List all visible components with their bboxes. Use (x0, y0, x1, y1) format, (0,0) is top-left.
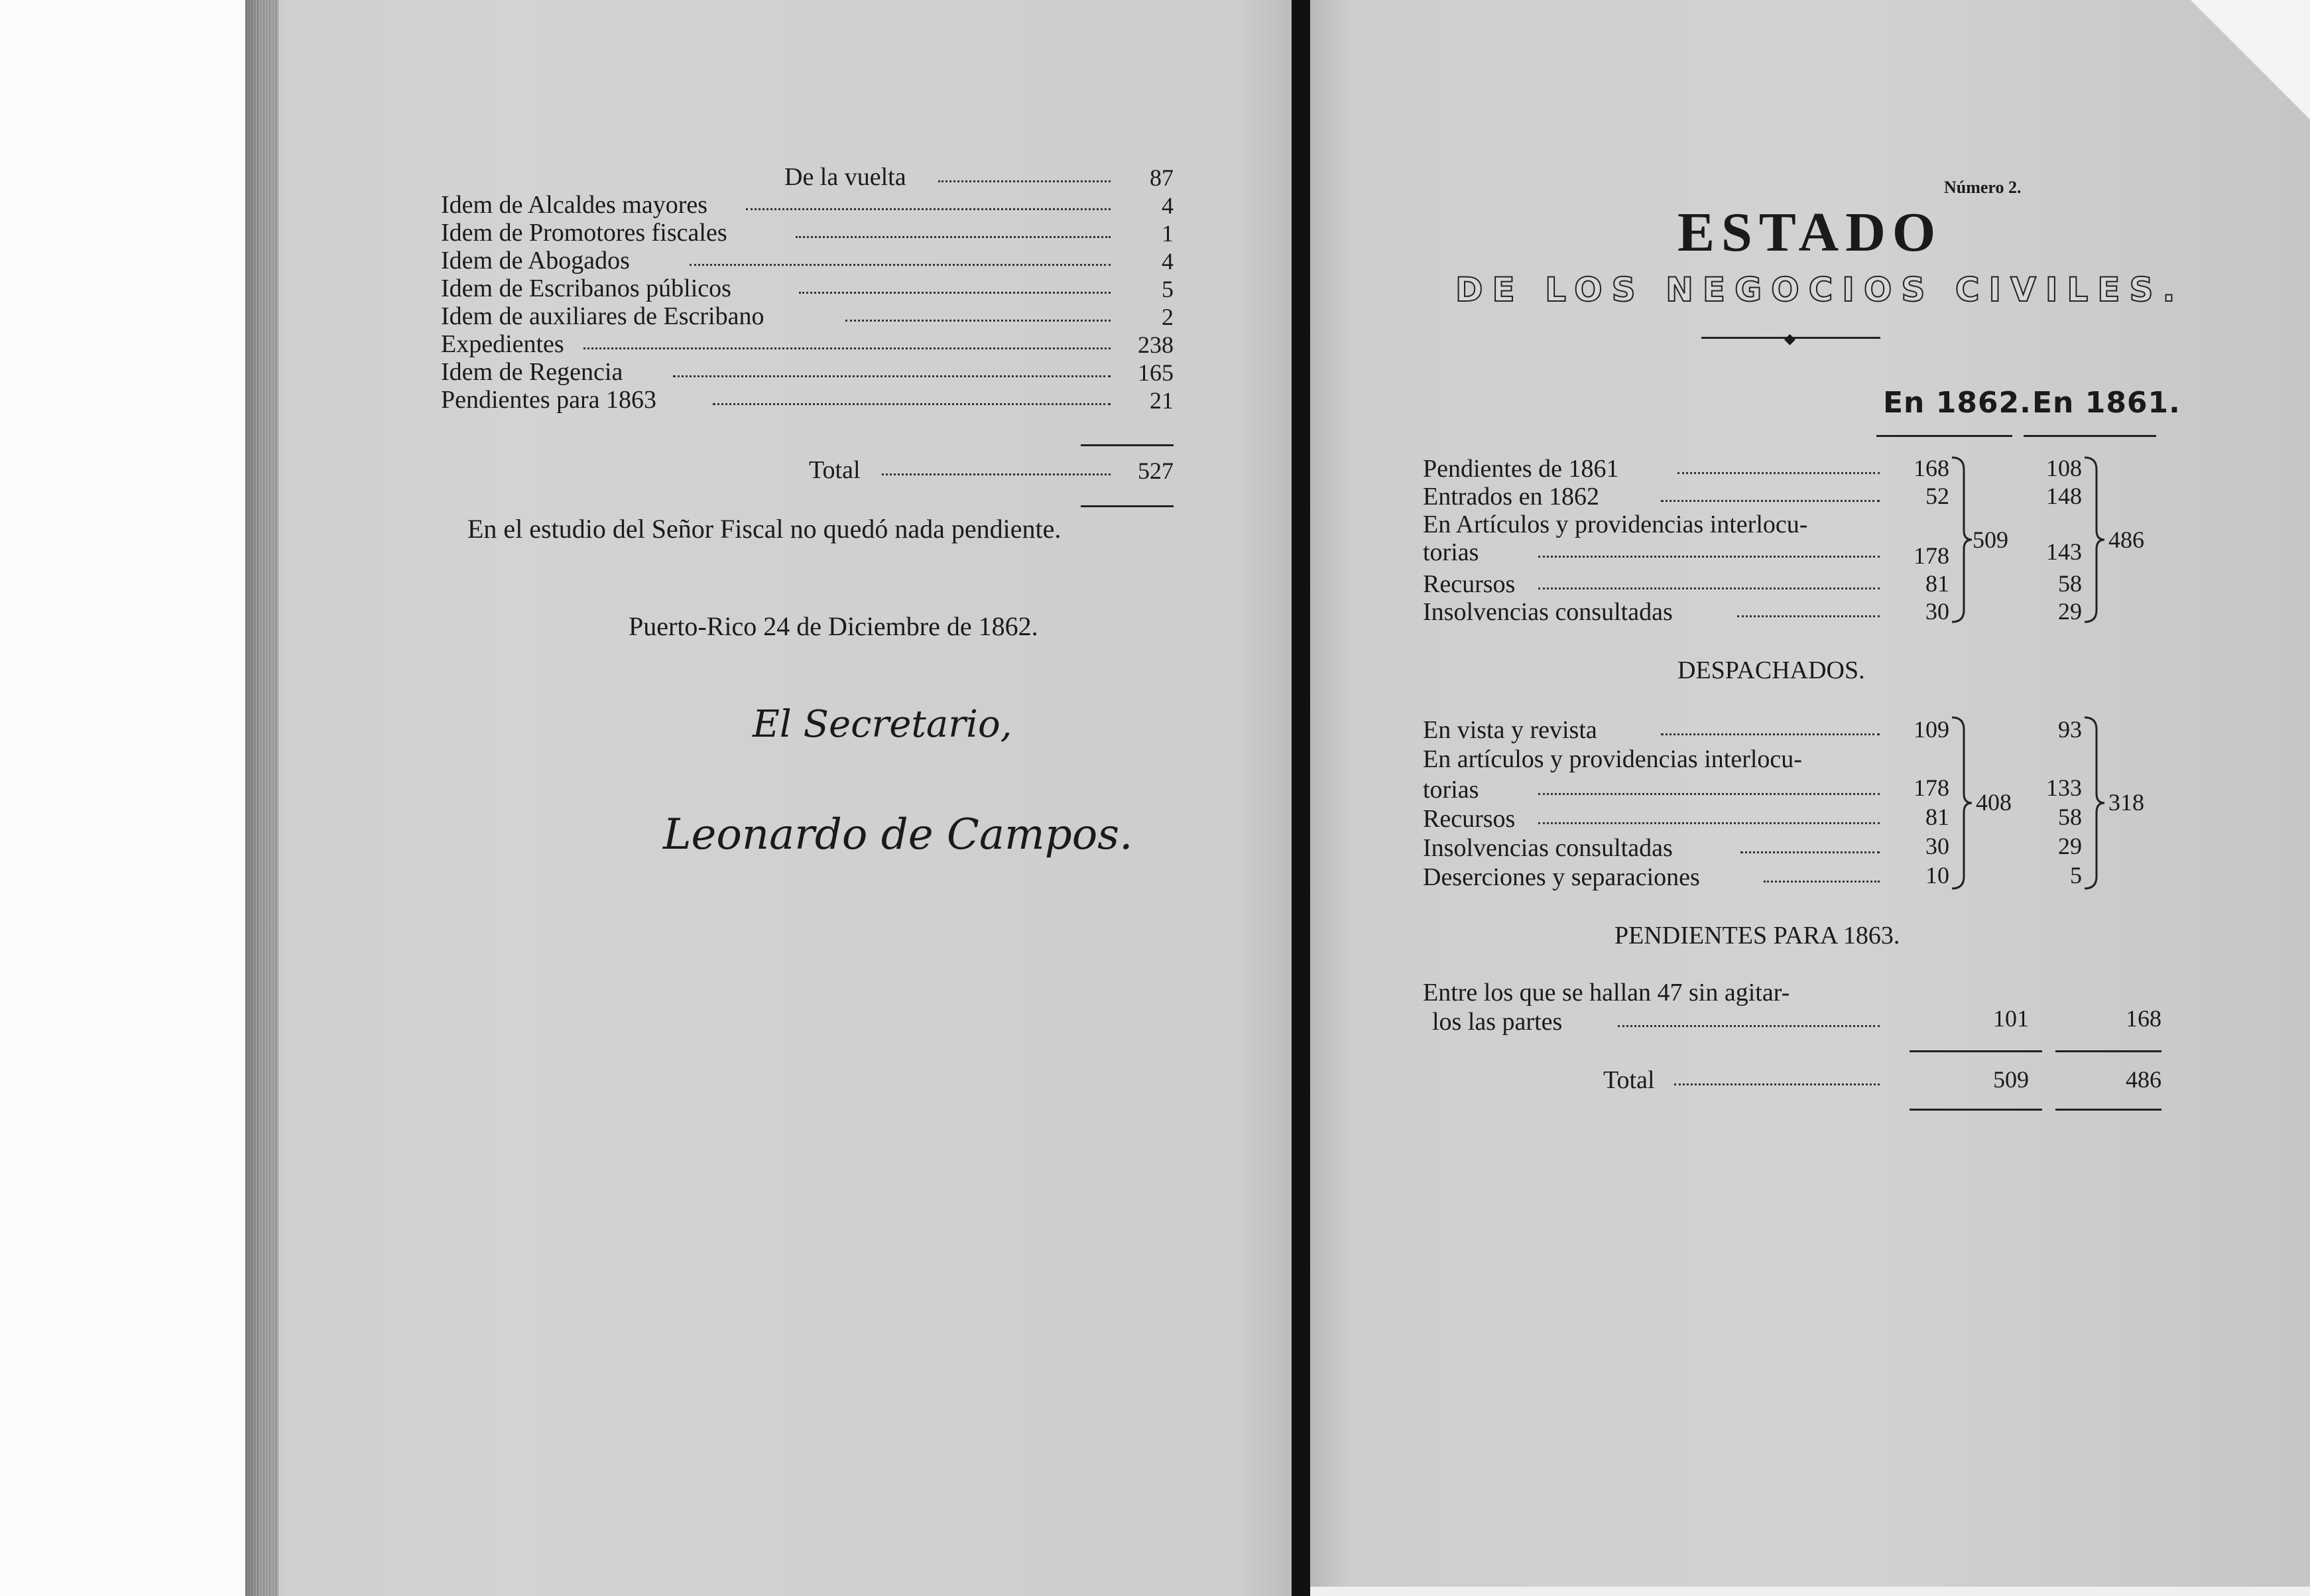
row-label: Deserciones y separaciones (1423, 863, 1700, 891)
value-1861: 29 (2058, 598, 2082, 625)
value-1862: 178 (1914, 542, 1949, 569)
total-rule (2055, 1109, 2161, 1111)
column-header-1862: En 1862. (1883, 386, 2032, 420)
leader-dots (1538, 793, 1880, 795)
leader-dots (796, 236, 1111, 238)
row-value: 165 (1138, 359, 1174, 386)
estado-subtitle: DE LOS NEGOCIOS CIVILES. (1455, 271, 2185, 309)
value-1862: 168 (1914, 455, 1949, 481)
value-1861: 58 (2058, 804, 2082, 830)
total-label: Total (809, 456, 861, 484)
row-value: 4 (1162, 248, 1174, 275)
right-brace-icon (1949, 456, 1976, 623)
column-header-1861: En 1861. (2032, 386, 2181, 420)
total-value: 527 (1138, 458, 1174, 484)
leader-dots (1677, 472, 1880, 474)
pend-line1: Entre los que se hallan 47 sin agitar- (1423, 979, 1790, 1007)
row-label: Idem de Promotores fiscales (441, 219, 727, 247)
row-value: 238 (1138, 332, 1174, 358)
leader-dots (1674, 1083, 1880, 1085)
sum-rule (1081, 505, 1174, 507)
row-label-cont: torias (1423, 776, 1479, 804)
total-rule (1910, 1109, 2042, 1111)
leader-dots (1737, 615, 1880, 617)
row-value: 4 (1162, 192, 1174, 219)
value-1861: 29 (2058, 833, 2082, 859)
sum-1862: 408 (1976, 789, 2012, 816)
value-1861: 108 (2046, 455, 2082, 481)
leader-dots (938, 180, 1111, 182)
value-1862: 10 (1925, 862, 1949, 889)
leader-dots (690, 264, 1111, 266)
leader-dots (1764, 881, 1880, 883)
row-label: Expedientes (441, 330, 564, 358)
row-label: Pendientes de 1861 (1423, 455, 1619, 483)
row-label-cont: torias (1423, 538, 1479, 566)
document-number: Número 2. (1944, 178, 2022, 197)
page-bottom (1310, 1587, 2310, 1596)
row-value: 5 (1162, 276, 1174, 302)
total-1862: 509 (1993, 1066, 2029, 1093)
pend-line2: los las partes (1432, 1008, 1563, 1036)
value-1862: 178 (1914, 774, 1949, 801)
value-1862: 52 (1925, 483, 1949, 509)
total-1861: 486 (2126, 1066, 2161, 1093)
signature: Leonardo de Campos. (663, 810, 1133, 859)
row-value: 1 (1162, 220, 1174, 247)
page-corner (2191, 0, 2310, 119)
row-label: Idem de Alcaldes mayores (441, 191, 708, 219)
header-rule (1876, 435, 2012, 437)
row-value: 2 (1162, 304, 1174, 330)
sum-1861: 486 (2108, 526, 2144, 553)
leader-dots (799, 292, 1111, 294)
leader-dots (673, 375, 1111, 377)
value-1861: 148 (2046, 483, 2082, 509)
leader-dots (746, 208, 1111, 210)
value-1861: 133 (2046, 774, 2082, 801)
right-brace-icon (2082, 456, 2108, 623)
row-label: Idem de Regencia (441, 358, 623, 386)
ornament-diamond-icon: ◆ (1784, 330, 1795, 347)
value-1861: 58 (2058, 570, 2082, 597)
total-label: Total (1603, 1066, 1655, 1094)
right-brace-icon (1949, 716, 1976, 890)
header-rule (2024, 435, 2156, 437)
row-label: Insolvencias consultadas (1423, 834, 1673, 862)
row-label: Recursos (1423, 805, 1516, 833)
value-1862: 30 (1925, 598, 1949, 625)
leader-dots (1618, 1025, 1880, 1027)
scan-margin (0, 0, 245, 1596)
fiscal-note: En el estudio del Señor Fiscal no quedó nada pendiente. (467, 514, 1062, 544)
value-1861: 5 (2070, 862, 2082, 889)
page-edge (245, 0, 278, 1596)
row-label: Pendientes para 1863 (441, 386, 657, 414)
pend-1862: 101 (1993, 1005, 2029, 1032)
sum-1861: 318 (2108, 789, 2144, 816)
leader-dots (845, 320, 1111, 322)
leader-dots (1661, 733, 1880, 735)
sum-rule (1081, 444, 1174, 446)
row-label: En Artículos y providencias interlocu- (1423, 511, 1808, 538)
carry-label: De la vuelta (784, 163, 906, 191)
value-1862: 109 (1914, 716, 1949, 743)
leader-dots (1740, 851, 1880, 853)
despachados-heading: DESPACHADOS. (1677, 656, 1865, 684)
pendientes-heading: PENDIENTES PARA 1863. (1614, 922, 1900, 950)
leader-dots (882, 473, 1111, 475)
row-label: Entrados en 1862 (1423, 483, 1599, 511)
leader-dots (1538, 822, 1880, 824)
leader-dots (1661, 500, 1880, 502)
row-label: Idem de Escribanos públicos (441, 275, 731, 302)
value-1861: 143 (2046, 538, 2082, 565)
leader-dots (1538, 587, 1880, 589)
value-1862: 81 (1925, 570, 1949, 597)
row-label: En vista y revista (1423, 716, 1597, 744)
estado-title: ESTADO (1677, 202, 1943, 263)
row-label: Insolvencias consultadas (1423, 598, 1673, 626)
leader-dots (713, 403, 1111, 405)
value-1862: 30 (1925, 833, 1949, 859)
book-gutter (1292, 0, 1310, 1596)
value-1861: 93 (2058, 716, 2082, 743)
sum-1862: 509 (1973, 526, 2008, 553)
value-1862: 81 (1925, 804, 1949, 830)
leader-dots (1538, 556, 1880, 558)
leader-dots (583, 347, 1111, 349)
pend-1861: 168 (2126, 1005, 2161, 1032)
row-value: 21 (1150, 387, 1174, 414)
right-brace-icon (2082, 716, 2108, 890)
row-label: Idem de Abogados (441, 247, 630, 275)
row-label: Recursos (1423, 570, 1516, 598)
carry-value: 87 (1150, 164, 1174, 191)
place-date: Puerto-Rico 24 de Diciembre de 1862. (629, 611, 1038, 641)
secretary-title: El Secretario, (753, 703, 1012, 746)
sum-rule (2055, 1050, 2161, 1052)
row-label: Idem de auxiliares de Escribano (441, 302, 764, 330)
row-label: En artículos y providencias interlocu- (1423, 745, 1802, 773)
sum-rule (1910, 1050, 2042, 1052)
